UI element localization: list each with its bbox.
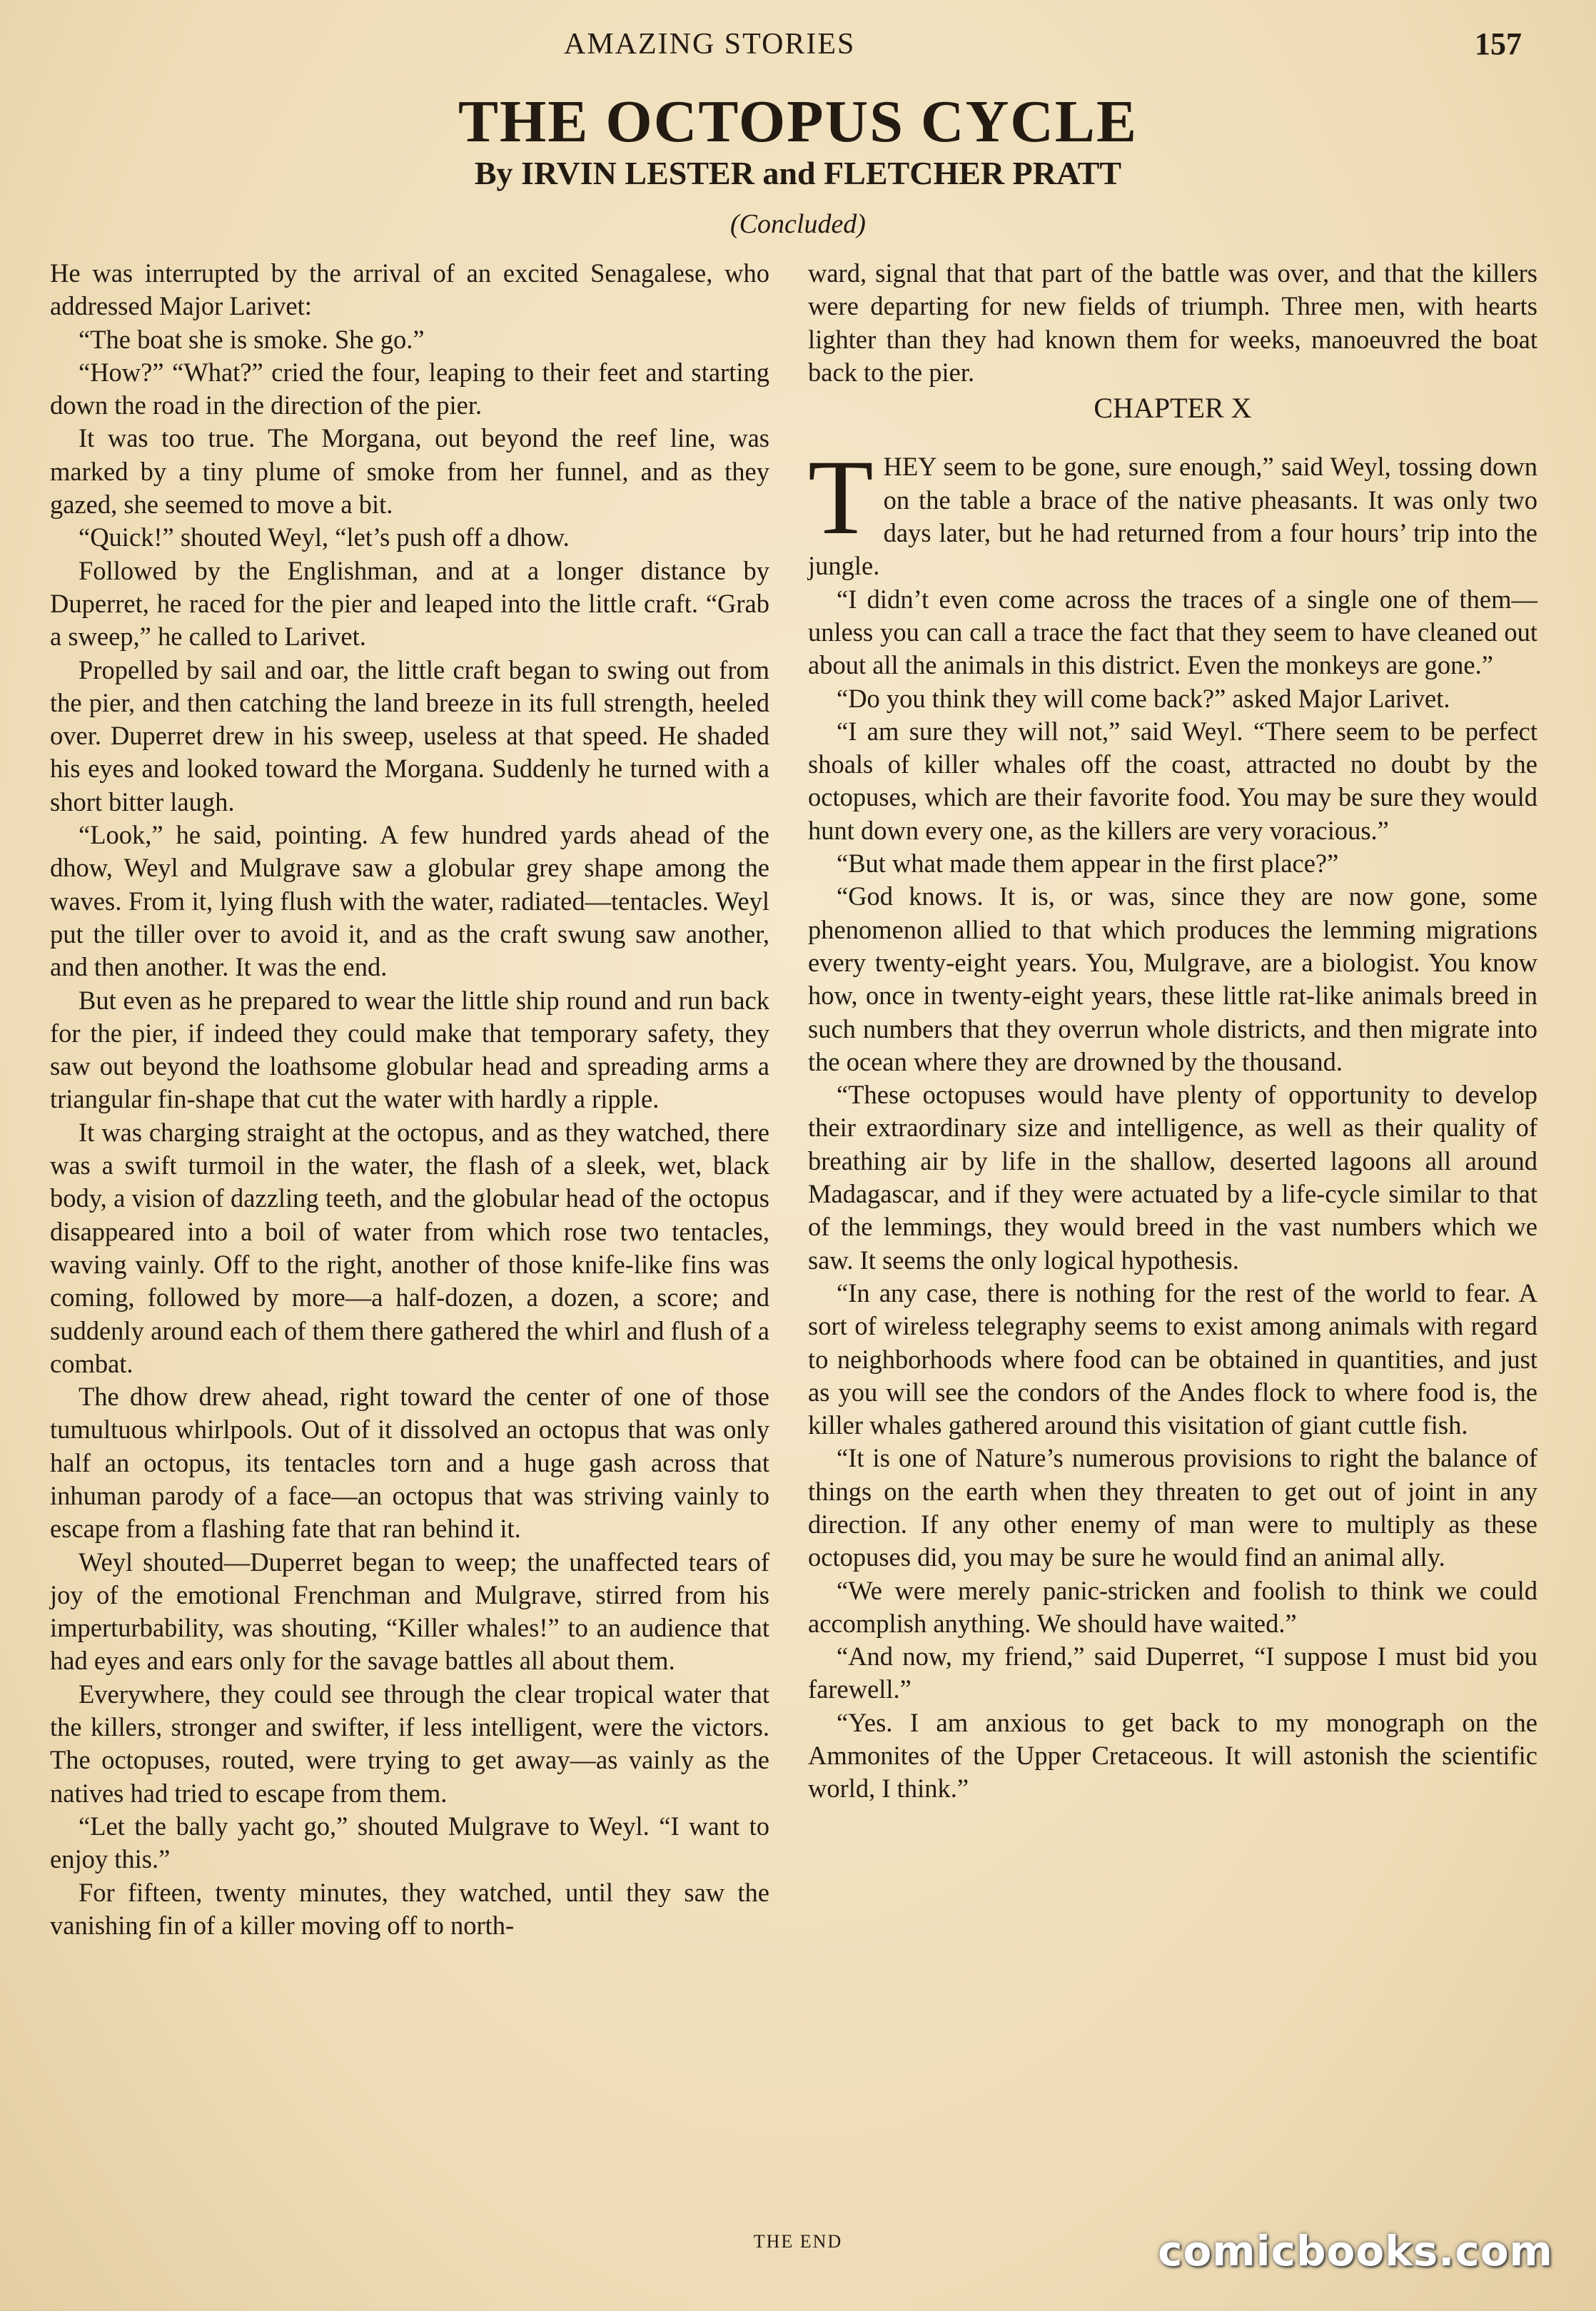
paragraph: It was charging straight at the octopus, and as they watched, there was a swift turmoil in the water, the flash of a sleek, wet, black body, a vision of dazzling teeth, and the globular head of the octopus disappeared into a boil of water from which rose two tentacles, waving vainly. Off to the right, another of those knife-like fins was coming, followed by more—a half-dozen, a dozen, a score; and suddenly around each of them there gathered the whirl and flush of a combat. xyxy=(50,1117,769,1378)
paragraph: “How?” “What?” cried the four, leaping to their feet and starting down the road in the direction of the pier. xyxy=(50,357,769,420)
paragraph: “It is one of Nature’s numerous provisions to right the balance of things on the earth when they threaten to get out of joint in any direction. If any other enemy of man were to multiply as these octopuses did, you may be sure he would find an animal ally. xyxy=(808,1443,1537,1572)
paragraph: “Look,” he said, pointing. A few hundred yards ahead of the dhow, Weyl and Mulgrave saw a globular grey shape among the waves. From it, lying flush with the water, radiated—tentacles. Weyl put the tiller over to avoid it, and as the craft swung saw another, and then another. It was the end. xyxy=(50,820,769,982)
paragraph: He was interrupted by the arrival of an excited Senagalese, who addressed Major Larivet: xyxy=(50,258,769,321)
left-column xyxy=(50,257,769,1942)
the-end-label: THE END xyxy=(753,2231,843,2252)
paragraph: “And now, my friend,” said Duperret, “I suppose I must bid you farewell.” xyxy=(808,1642,1537,1704)
paragraph: For fifteen, twenty minutes, they watched, until they saw the vanishing fin of a killer moving off to north- xyxy=(50,1877,769,1940)
paragraph: “I didn’t even come across the traces of a single one of them—unless you can call a trace the fact that they seem to have cleaned out about all the animals in this district. Even the monkeys are gone.” xyxy=(808,584,1537,680)
paragraph: “These octopuses would have plenty of opportunity to develop their extraordinary size and intelligence, as well as their quality of breathing air by life in the shallow, deserted lagoons all around Madagascar, and if they were actuated by a life-cycle similar to that of the lemmings, they would breed in the vast numbers which we saw. It seems the only logical hypothesis. xyxy=(808,1080,1537,1275)
paragraph: But even as he prepared to wear the little ship round and run back for the pier, if indeed they could make that temporary safety, they saw out beyond the loathsome globular head and spreading arms a triangular fin-shape that cut the water with hardly a ripple. xyxy=(50,985,769,1114)
paragraph: “Do you think they will come back?” asked Major Larivet. xyxy=(837,683,1450,713)
paragraph: “The boat she is smoke. She go.” xyxy=(79,324,425,354)
paragraph: “Yes. I am anxious to get back to my monograph on the Ammonites of the Upper Cretaceous. It will astonish the scientific world, I think.” xyxy=(808,1707,1537,1804)
paragraph: “But what made them appear in the first place?” xyxy=(837,849,1339,879)
chapter-heading: CHAPTER X xyxy=(1094,392,1252,425)
paragraph: “I am sure they will not,” said Weyl. “There seem to be perfect shoals of killer whales off the coast, attracted no doubt by the octopuses, which are their favorite food. You may be sure they would hunt down every one, as the killers are very voracious.” xyxy=(808,716,1537,845)
paragraph: “Quick!” shouted Weyl, “let’s push off a dhow. xyxy=(79,522,570,552)
paragraph: Followed by the Englishman, and at a longer distance by Duperret, he raced for the pier and leaped into the little craft. “Grab a sweep,” he called to Larivet. xyxy=(50,555,769,652)
paragraph: “In any case, there is nothing for the rest of the world to fear. A sort of wireless telegraphy seems to exist among animals with regard to neighborhoods where food can be obtained in quantities, and just as you will see the condors of the Andes flock to where food is, the killer whales gathered around this visitation of giant cuttle fish. xyxy=(808,1278,1537,1440)
paragraph: “Let the bally yacht go,” shouted Mulgrave to Weyl. “I want to enjoy this.” xyxy=(50,1811,769,1874)
paragraph-continuation: ward, signal that that part of the battle was over, and that the killers were departing for new fields of triumph. Three men, with hearts lighter than they had known them for weeks, manoeuvred the boat back to the pier. xyxy=(808,258,1537,387)
running-head: AMAZING STORIES xyxy=(564,28,856,61)
article-title: THE OCTOPUS CYCLE xyxy=(458,89,1138,155)
page-number: 157 xyxy=(1475,26,1522,61)
chapter-opening-paragraph xyxy=(808,438,1537,582)
paragraph: “We were merely panic-stricken and foolish to think we could accomplish anything. We should have waited.” xyxy=(808,1575,1537,1638)
paragraph: “God knows. It is, or was, since they are now gone, some phenomenon allied to that which produces the lemming migrations every twenty-eight years. You, Mulgrave, are a biologist. You know how, once in twenty-eight years, these little rat-like animals breed in such numbers that they overrun whole districts, and then migrate into the ocean where they are drowned by the thousand. xyxy=(808,881,1537,1076)
watermark: comicbooks.com xyxy=(1158,2227,1553,2275)
paragraph: Everywhere, they could see through the clear tropical water that the killers, stronger and swifter, if less intelligent, were the victors. The octopuses, routed, were trying to get away—as vainly as the natives had tried to escape from them. xyxy=(50,1679,769,1808)
drop-cap: T xyxy=(808,438,874,557)
paragraph: It was too true. The Morgana, out beyond the reef line, was marked by a tiny plume of smoke from her funnel, and as they gazed, she seemed to move a bit. xyxy=(50,423,769,520)
paragraph: The dhow drew ahead, right toward the center of one of those tumultuous whirlpools. Out of it dissolved an octopus that was only half an octopus, its tentacles torn and a huge gash across that inhuman parody of a face—an octopus that was striving vainly to escape from a flashing fate that ran behind it. xyxy=(50,1382,769,1544)
paragraph: Weyl shouted—Duperret began to weep; the unaffected tears of joy of the emotional Frenchman and Mulgrave, stirred from his imperturbability, was shouting, “Killer whales!” to an audience that had eyes and ears only for the savage battles all about them. xyxy=(50,1547,769,1676)
article-byline: By IRVIN LESTER and FLETCHER PRATT xyxy=(474,155,1122,191)
chapter-opening-text: HEY seem to be gone, sure enough,” said Weyl, tossing down on the table a brace of the native pheasants. It was only two days later, but he had returned from a four hours’ trip into the jungle. xyxy=(808,452,1537,581)
right-column xyxy=(808,257,1537,1806)
paragraph: Propelled by sail and oar, the little craft began to swing out from the pier, and then catching the land breeze in its full strength, heeled over. Duperret drew in his sweep, useless at that speed. He shaded his eyes and looked toward the Morgana. Suddenly he turned with a short bitter laugh. xyxy=(50,654,769,816)
concluded-note: (Concluded) xyxy=(730,209,866,239)
